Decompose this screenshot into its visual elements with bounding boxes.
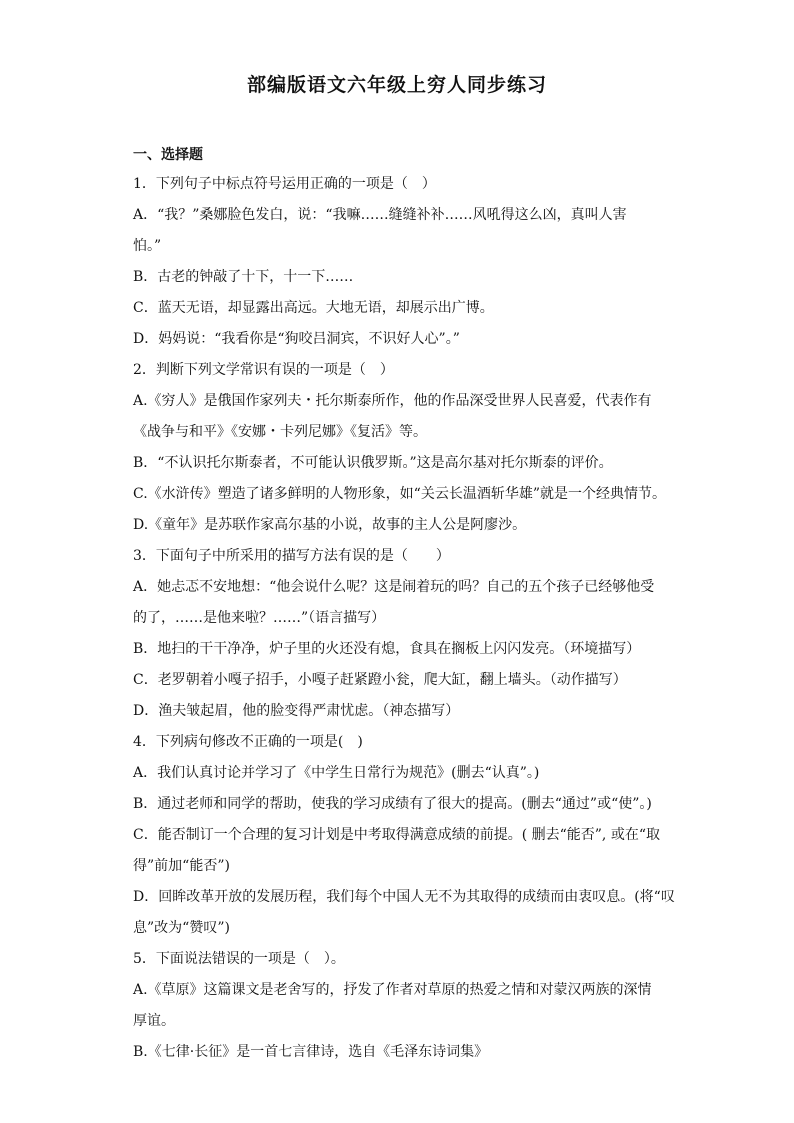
option-line: C.《水浒传》塑造了诸多鲜明的人物形象，如“关云长温酒斩华雄”就是一个经典情节。 (133, 486, 666, 502)
option-line: B.《七律·长征》是一首七言律诗，选自《毛泽东诗词集》 (133, 1044, 489, 1060)
document-title: 部编版语文六年级上穷人同步练习 (246, 74, 547, 96)
option-line: 《战争与和平》《安娜・卡列尼娜》《复活》等。 (133, 424, 427, 440)
question-5 (133, 944, 668, 1068)
option-line: A.《穷人》是俄国作家列夫・托尔斯泰所作，他的作品深受世界人民喜爱，代表作有 (133, 393, 652, 409)
question-list (133, 169, 675, 1068)
option-line: A．“我？”桑娜脸色发白，说：“我嘛……缝缝补补……风吼得这么凶，真叫人害 (133, 207, 627, 223)
option-line: D.《童年》是苏联作家高尔基的小说，故事的主人公是阿廖沙。 (133, 517, 527, 533)
question-1 (133, 169, 668, 355)
option-line: 息”改为“赞叹”) (133, 920, 230, 936)
option-line: D．回眸改革开放的发展历程，我们每个中国人无不为其取得的成绩而由衷叹息。(将“叹 (133, 889, 675, 905)
option-line: 的了，……是他来啦？……”（语言描写） (133, 610, 386, 626)
option-line: A.《草原》这篇课文是老舍写的，抒发了作者对草原的热爱之情和对蒙汉两族的深情 (133, 982, 652, 998)
question-2 (133, 355, 668, 541)
option-line: 得”前加“能否”) (133, 858, 230, 874)
option-line: B．通过老师和同学的帮助，使我的学习成绩有了很大的提高。(删去“通过”或“使”。) (133, 796, 652, 812)
option-line: C．老罗朝着小嘎子招手，小嘎子赶紧蹬小瓮，爬大缸，翻上墙头。（动作描写） (133, 672, 627, 688)
question-stem: 2．判断下列文学常识有误的一项是（ ） (133, 362, 394, 378)
question-3 (133, 541, 668, 727)
option-line: B．“不认识托尔斯泰者，不可能认识俄罗斯。”这是高尔基对托尔斯泰的评价。 (133, 455, 613, 471)
option-line: A．我们认真讨论并学习了《中学生日常行为规范》(删去“认真”。) (133, 765, 540, 781)
option-line: C．蓝天无语，却显露出高远。大地无语，却展示出广博。 (133, 300, 494, 316)
option-line: D．妈妈说：“我看你是“狗咬吕洞宾，不识好人心”。” (133, 331, 460, 347)
option-line: B．古老的钟敲了十下，十一下…… (133, 269, 354, 285)
option-line: A．她忐忑不安地想：“他会说什么呢？这是闹着玩的吗？自己的五个孩子已经够他受 (133, 579, 655, 595)
option-line: 怕。” (133, 238, 162, 254)
option-line: D．渔夫皱起眉，他的脸变得严肃忧虑。（神态描写） (133, 703, 460, 719)
option-line: B．地扫的干干净净，炉子里的火还没有熄，食具在搁板上闪闪发亮。（环境描写） (133, 641, 641, 657)
question-stem: 4．下列病句修改不正确的一项是( ) (133, 734, 363, 750)
question-stem: 3．下面句子中所采用的描写方法有误的是（ ） (133, 548, 450, 564)
question-stem: 1．下列句子中标点符号运用正确的一项是（ ） (133, 176, 436, 192)
document-content (133, 141, 675, 1068)
option-line: C．能否制订一个合理的复习计划是中考取得满意成绩的前提。( 删去“能否”, 或在“取 (133, 827, 660, 843)
question-4 (133, 727, 675, 944)
option-line: 厚谊。 (133, 1013, 175, 1029)
question-stem: 5．下面说法错误的一项是（ ）。 (133, 951, 345, 967)
section-heading: 一、选择题 (133, 147, 203, 163)
